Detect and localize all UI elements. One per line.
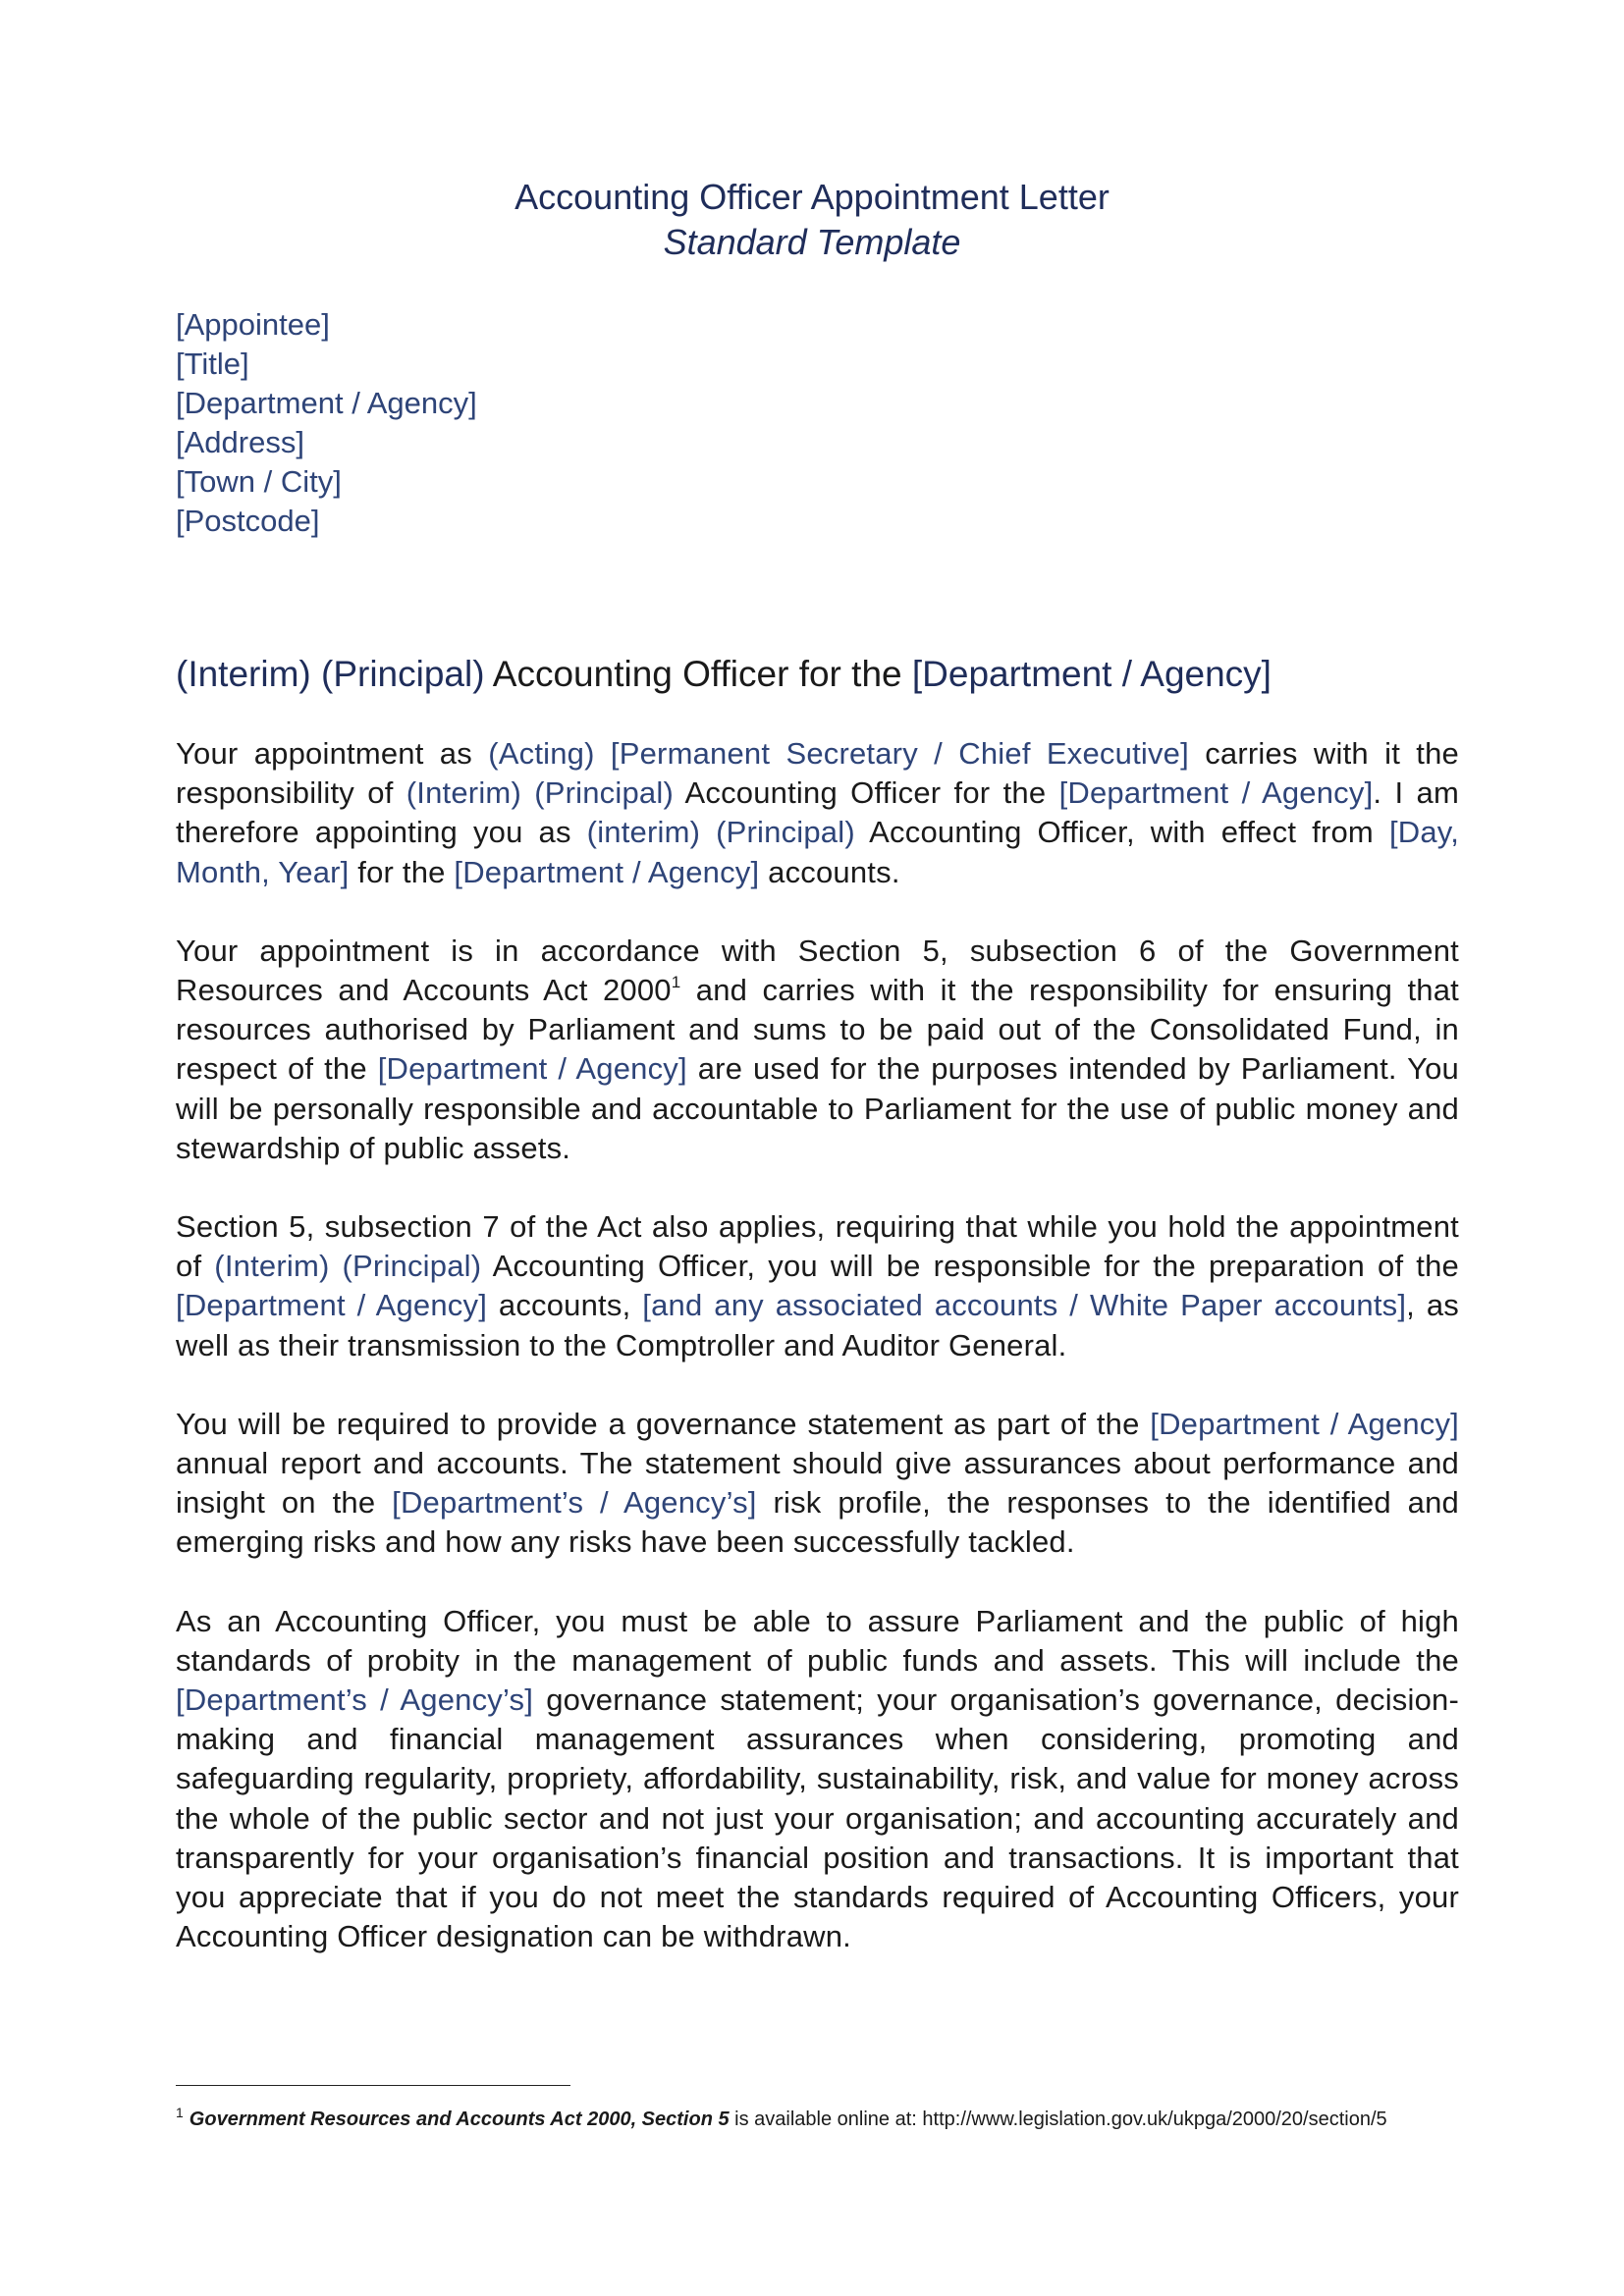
address-town: [Town / City] (176, 464, 342, 499)
p3-placeholder-accounts: [and any associated accounts / White Paper accounts] (642, 1288, 1407, 1323)
address-department: [Department / Agency] (176, 386, 477, 420)
p4-placeholder-department-possessive: [Department’s / Agency’s] (392, 1485, 757, 1521)
p3-text-4: , as well as their transmission to the Comptroller and Auditor General. (176, 1288, 1459, 1362)
paragraph-appointment (176, 734, 1459, 892)
address-postcode: [Postcode] (176, 504, 320, 538)
p2-text-1: Your appointment is in accordance with Section 5, subsection 6 of the Government Resources and Accounts Act 2000 (176, 933, 1459, 1008)
p1-text-1: Your appointment as (176, 736, 489, 771)
footnote (176, 2107, 1472, 2133)
p5-text-2: governance statement; your organisation’s governance, decision-making and financial management assurances when considering, promoting and safeguarding regularity, propriety, affordability, sustainability, risk, and value for money across the whole of the public sector and not just your organisation; and accounting accurately and transparently for your organisation’s financial position and transactions. It is important that you appreciate that if you do not meet the standards required of Accounting Officers, your Accounting Officer designation can be withdrawn. (176, 1682, 1459, 1954)
footnote-title: Government Resources and Accounts Act 2000, Section 5 (189, 2109, 730, 2130)
p5-placeholder-department-possessive: [Department’s / Agency’s] (176, 1682, 534, 1718)
footnote-text: is available online at: http://www.legislation.gov.uk/ukpga/2000/20/section/5 (729, 2109, 1387, 2130)
p1-placeholder-role: (Acting) [Permanent Secretary / Chief Executive] (488, 736, 1189, 771)
p4-text-2: annual report and accounts. The statement should give assurances about performance and insight on the (176, 1446, 1459, 1521)
p2-text-2: and carries with it the responsibility for ensuring that resources authorised by Parliament and sums to be paid out of the Consolidated Fund, in respect of the (176, 973, 1459, 1087)
address-appointee: [Appointee] (176, 307, 330, 342)
title-block (0, 175, 1624, 265)
p1-placeholder-department: [Department / Agency] (1058, 775, 1374, 811)
p1-text-7: accounts. (759, 854, 900, 889)
paragraph-section-5-6 (176, 932, 1459, 1168)
document-subtitle: Standard Template (663, 222, 961, 262)
p4-placeholder-department: [Department / Agency] (1150, 1406, 1459, 1441)
footnote-divider (176, 2085, 570, 2086)
p1-placeholder-department-2: [Department / Agency] (454, 854, 760, 889)
letter-heading (176, 652, 1472, 697)
p2-text-3: are used for the purposes intended by Parliament. You will be personally responsible and accountable to Parliament for the use of public money and stewardship of public assets. (176, 1051, 1459, 1165)
p3-placeholder-interim: (Interim) (Principal) (214, 1249, 482, 1284)
heading-placeholder-department: [Department / Agency] (911, 654, 1272, 694)
p3-text-1: Section 5, subsection 7 of the Act also applies, requiring that while you hold the appointment of (176, 1209, 1459, 1284)
p3-placeholder-department: [Department / Agency] (176, 1288, 488, 1323)
p2-placeholder-department: [Department / Agency] (377, 1051, 687, 1087)
p1-text-2: carries with it the responsibility of (176, 736, 1459, 811)
footnote-reference: 1 (671, 972, 681, 991)
p1-placeholder-interim-2: (interim) (Principal) (586, 815, 855, 850)
footnote-mark: 1 (176, 2105, 184, 2120)
address-street: [Address] (176, 425, 304, 459)
p3-text-3: accounts, (487, 1288, 643, 1323)
paragraph-section-5-7 (176, 1207, 1459, 1365)
p1-text-3: Accounting Officer for the (673, 775, 1059, 811)
p3-text-2: Accounting Officer, you will be responsible for the preparation of the (481, 1249, 1459, 1284)
p1-placeholder-interim: (Interim) (Principal) (406, 775, 674, 811)
p1-text-5: Accounting Officer, with effect from (854, 815, 1389, 850)
p5-text-1: As an Accounting Officer, you must be able to assure Parliament and the public of high standards of probity in the management of public funds and assets. This will include the (176, 1603, 1459, 1678)
heading-placeholder-role: (Interim) (Principal) (176, 654, 485, 694)
address-block (176, 305, 477, 541)
p4-text-3: risk profile, the responses to the identified and emerging risks and how any risks have been successfully tackled. (176, 1485, 1460, 1560)
heading-text: Accounting Officer for the (484, 654, 912, 694)
paragraph-standards (176, 1602, 1459, 1957)
p1-placeholder-date: [Day, Month, Year] (176, 815, 1460, 889)
letter-body (176, 734, 1459, 1996)
p1-text-4: . I am therefore appointing you as (176, 775, 1460, 850)
p4-text-1: You will be required to provide a governance statement as part of the (176, 1406, 1151, 1441)
address-title: [Title] (176, 347, 249, 381)
paragraph-governance-statement (176, 1405, 1459, 1563)
p1-text-6: for the (349, 854, 455, 889)
document-title: Accounting Officer Appointment Letter (514, 177, 1110, 217)
